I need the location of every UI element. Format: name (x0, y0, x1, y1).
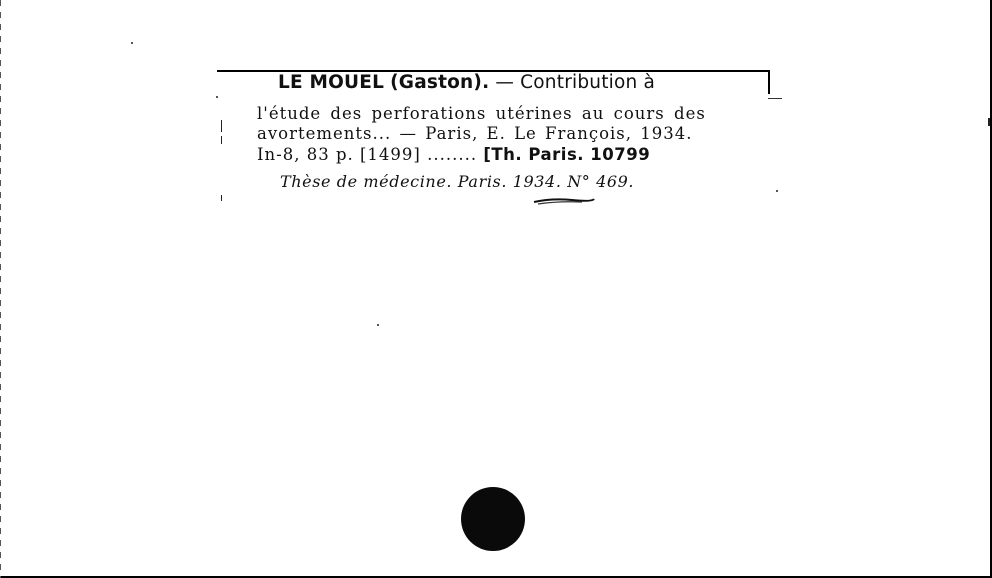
frame-left-dash (221, 195, 222, 201)
entry-heading (278, 72, 655, 93)
frame-right-rule (768, 70, 770, 94)
punch-hole (461, 487, 525, 551)
call-number: [Th. Paris. 10799 (483, 145, 651, 164)
title-line-2: avortements... — Paris, E. Le François, 1934. (257, 124, 693, 143)
frame-left-dash (221, 136, 222, 144)
paper-speck (216, 96, 218, 98)
collation-line (257, 145, 650, 164)
paper-speck (776, 190, 778, 192)
thesis-note: Thèse de médecine. Paris. 1934. N° 469. (280, 172, 635, 191)
author-given-name: (Gaston). (390, 72, 490, 93)
paper-speck (377, 324, 379, 326)
title-start: — Contribution à (489, 72, 656, 93)
frame-left-dash (221, 120, 222, 132)
title-line-1: l'étude des perforations utérines au cours des (257, 104, 706, 123)
paper-speck (988, 118, 990, 126)
card-left-edge (0, 0, 1, 578)
author-surname: LE MOUEL (278, 72, 385, 93)
paper-speck (131, 42, 133, 44)
ink-underline-mark (532, 196, 596, 206)
frame-tick-mark (768, 98, 782, 99)
collation-text: In-8, 83 p. [1499] ........ (257, 145, 484, 164)
